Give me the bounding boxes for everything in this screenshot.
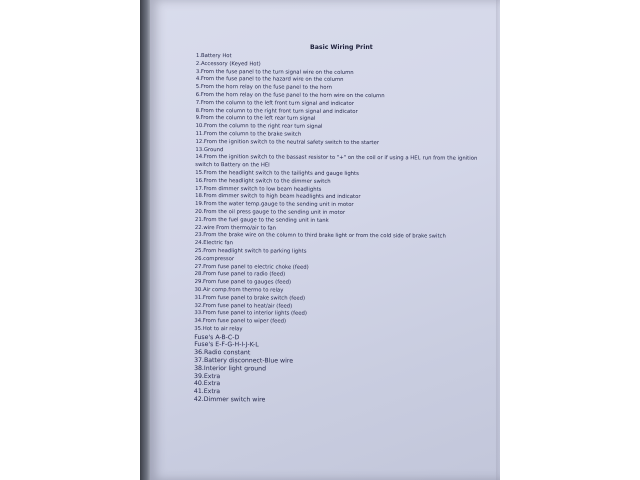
list-item: 32.From fuse panel to heat/air (feed): [194, 302, 293, 310]
list-item: Fuse's E-F-G-H-I-J-K-L: [194, 341, 259, 349]
list-item: 1.Battery Hot: [195, 53, 232, 60]
paper-edge-shadow: [496, 0, 500, 480]
list-item: 2.Accessory (Keyed Hot): [195, 60, 261, 68]
list-item: 15.From the headlight switch to the tailights and gauge lights: [195, 169, 359, 177]
list-item: 17.From dimmer switch to low beam headlights: [195, 185, 322, 193]
list-item: 5.From the horn relay on the fuse panel to the horn: [195, 84, 333, 92]
list-item: 22.wire From thermo/air to fan: [194, 224, 277, 232]
list-item: 41.Extra: [193, 388, 221, 396]
list-item: 23.From the brake wire on the column to third brake light or from the cold side of brake switch: [194, 232, 446, 240]
list-item: 38.Interior light ground: [194, 364, 267, 373]
list-item: 25.From headlight switch to parking lights: [194, 247, 307, 255]
list-item: 33.From fuse panel to interior lights (feed): [194, 310, 307, 317]
list-item: 40.Extra: [193, 380, 221, 388]
list-item: 3.From the fuse panel to the turn signal wire on the column: [195, 68, 354, 76]
list-item: 4.From the fuse panel to the hazard wire on the column: [195, 76, 344, 84]
list-item: 28.From fuse panel to radio (feed): [194, 271, 286, 278]
list-item: 11.From the column to the brake switch: [195, 130, 302, 138]
list-item: 26.compressor: [194, 255, 235, 262]
list-item: 9.From the column to the left rear turn signal: [195, 115, 316, 123]
wiring-list: [194, 53, 496, 406]
list-item: 16.From the headlight switch to the dimmer switch: [195, 177, 331, 185]
list-item: 18.From dimmer switch to high beam headlights and indicator: [195, 193, 361, 201]
list-item: 35.Hot to air relay: [194, 325, 243, 333]
list-item: 12.From the ignition switch to the neutral safety switch to the starter: [195, 138, 379, 146]
list-item: 19.From the water temp.gauge to the sending unit in motor: [195, 201, 354, 209]
list-item: 36.Radio constant: [194, 349, 251, 357]
list-item: 27.From fuse panel to electric choke (feed): [194, 263, 309, 271]
list-item: 7.From the column to the left front turn signal and indicator: [195, 99, 354, 107]
list-item: 13.Ground: [195, 146, 224, 153]
list-item: 34.From fuse panel to wiper (feed): [194, 318, 287, 325]
list-item: Fuse's A-B-C-D: [194, 333, 240, 341]
list-item: 20.From the oil press gauge to the sending unit in motor: [195, 208, 346, 216]
list-item: 39.Extra: [194, 372, 221, 380]
list-item: 29.From fuse panel to gauges (feed): [194, 279, 292, 286]
list-item: 8.From the column to the right front turn signal and indicator: [195, 107, 358, 115]
list-item: 10.From the column to the right rear turn signal: [195, 123, 323, 130]
document-title: Basic Wiring Print: [310, 44, 373, 51]
list-item: 21.From the fuel gauge to the sending unit in tank: [194, 216, 329, 224]
list-item: 24.Electric fan: [194, 240, 234, 247]
list-item: 30.Air comp.from thermo to relay: [194, 286, 284, 294]
list-item: 42.Dimmer switch wire: [193, 396, 266, 404]
list-item: 14.From the ignition switch to the bassast resistor to "+" on the coil or if using a HEI, run from the ignition switch to Battery on the HEI: [195, 154, 478, 169]
list-item: 37.Battery disconnect-Blue wire: [194, 357, 294, 365]
list-item: 31.From fuse panel to brake switch (feed): [194, 294, 306, 302]
list-item: 6.From the horn relay on the fuse panel to the horn wire on the column: [195, 91, 385, 100]
